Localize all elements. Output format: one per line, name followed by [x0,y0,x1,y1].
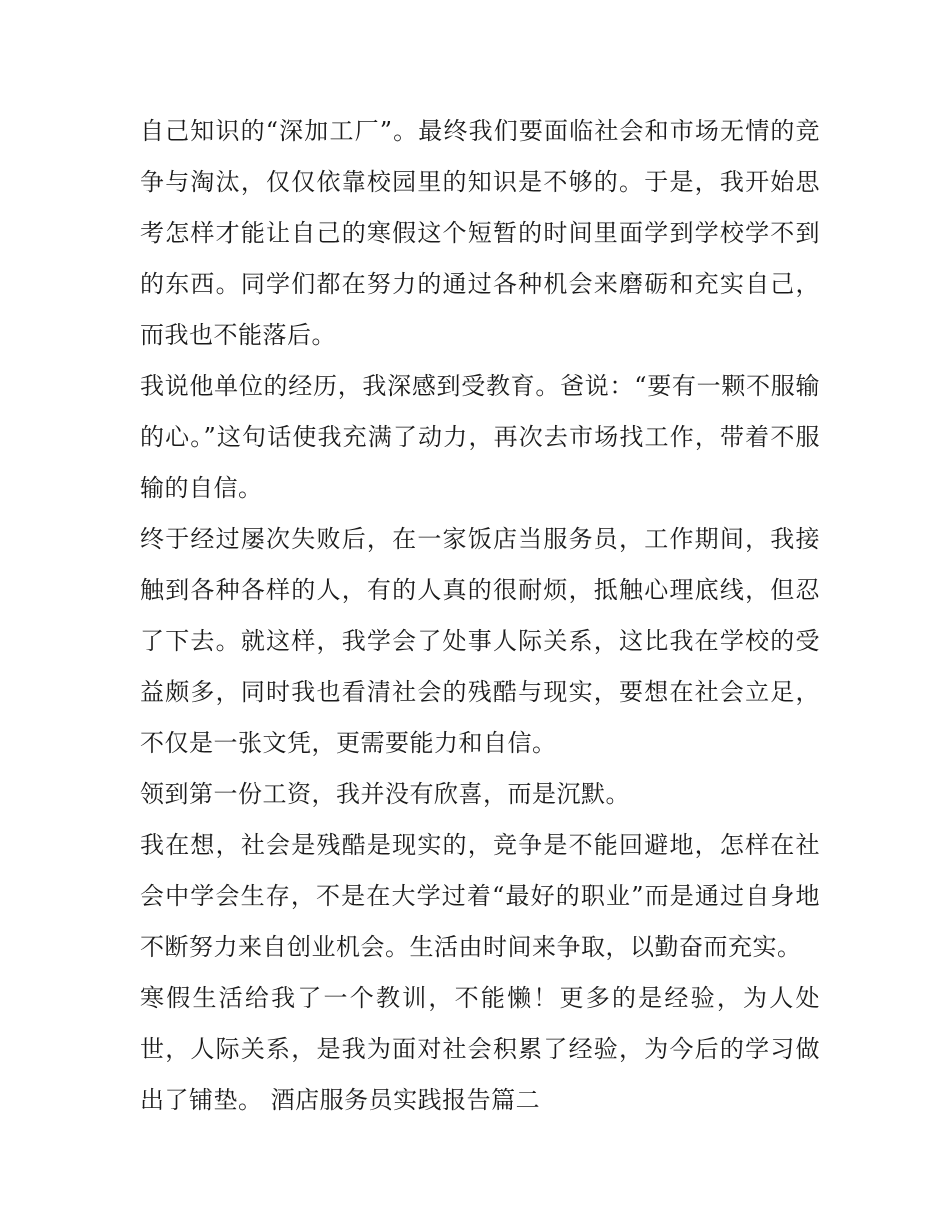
paragraph-4: 领到第一份工资，我并没有欣喜，而是沉默。 [140,780,630,808]
paragraph-6: 寒假生活给我了一个教训，不能懒！更多的是经验，为人处世，人际关系，是我为面对社会积累了经验，为今后的学习做出了铺垫。 酒店服务员实践报告篇二 [140,984,820,1114]
document-body [140,106,820,1126]
paragraph-5: 我在想，社会是残酷是现实的，竞争是不能回避地，怎样在社会中学会生存，不是在大学过着“最好的职业”而是通过自身地不断努力来自创业机会。生活由时间来争取，以勤奋而充实。 [140,831,820,961]
paragraph-1: 自己知识的“深加工厂”。最终我们要面临社会和市场无情的竞争与淘汰，仅仅依靠校园里的知识是不够的。于是，我开始思考怎样才能让自己的寒假这个短暂的时间里面学到学校学不到的东西。同学们都在努力的通过各种机会来磨砺和充实自己，而我也不能落后。 [140,117,820,349]
paragraph-3: 终于经过屡次失败后，在一家饭店当服务员，工作期间，我接触到各种各样的人，有的人真的很耐烦，抵触心理底线，但忍了下去。就这样，我学会了处事人际关系，这比我在学校的受益颇多，同时我也看清社会的残酷与现实，要想在社会立足，不仅是一张文凭，更需要能力和自信。 [140,525,820,757]
paragraph-2: 我说他单位的经历，我深感到受教育。爸说：“要有一颗不服输的心。”这句话使我充满了动力，再次去市场找工作，带着不服输的自信。 [140,372,820,502]
